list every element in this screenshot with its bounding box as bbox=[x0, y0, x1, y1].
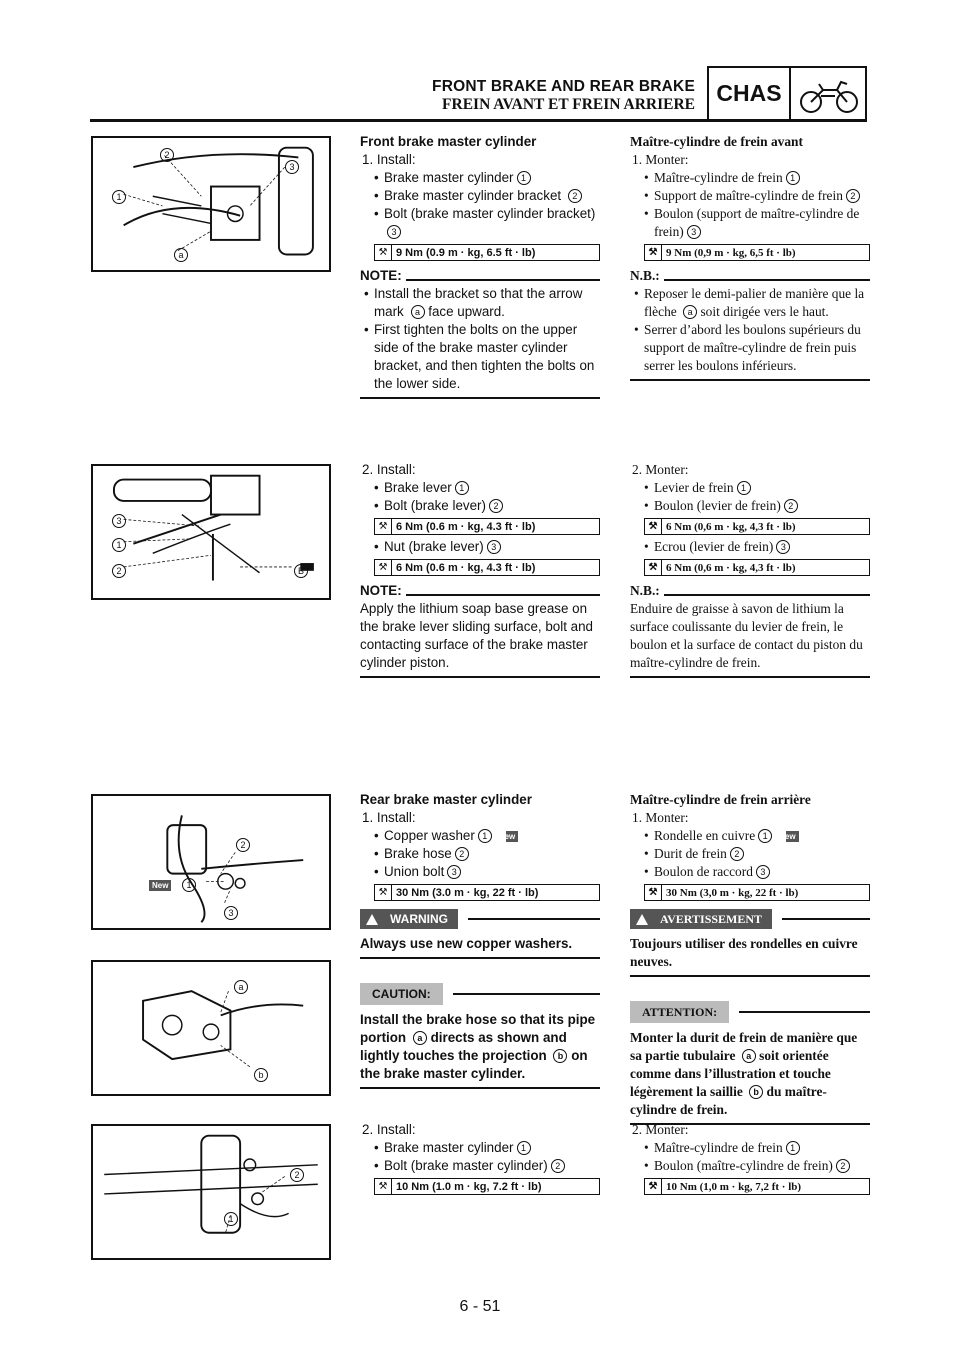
step: 1. Monter: bbox=[632, 152, 689, 167]
note-item: • Reposer le demi-palier de manière que la flèche a soit dirigée vers le haut. bbox=[630, 285, 870, 321]
figure-label: 1 bbox=[112, 538, 126, 552]
step: 1. Monter: bbox=[632, 810, 689, 825]
torque-spec: ⚒ 10 Nm (1,0 m · kg, 7,2 ft · lb) bbox=[644, 1178, 870, 1195]
list-item: • Brake master cylinder 1 bbox=[360, 169, 600, 187]
wrench-icon: ⚒ bbox=[645, 1179, 662, 1194]
caution-text: Monter la durit de frein de manière que sa partie tubulaire a soit orientée comme dans l’illustration et touche légèrement la saillie b du maître-cylindre de frein. bbox=[630, 1030, 858, 1117]
step: 1. Install: bbox=[362, 810, 416, 825]
figure-rear-master-cylinder bbox=[91, 794, 331, 930]
note-header: N.B.: bbox=[630, 582, 870, 600]
step: 2. Install: bbox=[362, 1122, 416, 1137]
caution-header: ATTENTION: bbox=[630, 1001, 870, 1023]
list-item: • Nut (brake lever) 3 bbox=[360, 538, 600, 556]
torque-spec: ⚒ 6 Nm (0,6 m · kg, 4,3 ft · lb) bbox=[644, 559, 870, 576]
header-title-en: FRONT BRAKE AND REAR BRAKE bbox=[432, 78, 695, 95]
figure-label: 2 bbox=[236, 838, 250, 852]
torque-spec: ⚒ 30 Nm (3.0 m · kg, 22 ft · lb) bbox=[374, 884, 600, 901]
step: 1. Install: bbox=[362, 152, 416, 167]
figure-front-master-cylinder bbox=[91, 136, 331, 272]
en-section-master-cylinder-install bbox=[360, 1121, 600, 1198]
figure-master-cylinder-bolt bbox=[91, 1124, 331, 1260]
note-header: NOTE: bbox=[360, 582, 600, 600]
torque-spec: ⚒ 6 Nm (0.6 m · kg, 4.3 ft · lb) bbox=[374, 518, 600, 535]
list-item: • Bolt (brake master cylinder) 2 bbox=[360, 1157, 600, 1175]
en-section-front-master-cylinder bbox=[360, 133, 600, 399]
list-item: • Boulon (maître-cylindre de frein) 2 bbox=[630, 1157, 870, 1175]
wrench-icon: ⚒ bbox=[375, 885, 392, 900]
header-title-fr: FREIN AVANT ET FREIN ARRIERE bbox=[442, 96, 695, 113]
list-item: • Union bolt 3 bbox=[360, 863, 600, 881]
torque-spec: ⚒ 6 Nm (0,6 m · kg, 4,3 ft · lb) bbox=[644, 518, 870, 535]
figure-label: 3 bbox=[112, 514, 126, 528]
torque-spec: ⚒ 9 Nm (0.9 m · kg, 6.5 ft · lb) bbox=[374, 244, 600, 261]
note-text: Enduire de graisse à savon de lithium la surface coulissante du levier de frein, le boulon et la surface de contact du piston du maître-cylindre de frein. bbox=[630, 601, 863, 670]
list-item: • Durit de frein 2 bbox=[630, 845, 870, 863]
note-item: • Serrer d’abord les boulons supérieurs du support de maître-cylindre de frein puis serrer les boulons inférieurs. bbox=[630, 321, 870, 375]
wrench-icon: ⚒ bbox=[375, 245, 392, 260]
note-header: NOTE: bbox=[360, 267, 600, 285]
warning-icon bbox=[366, 914, 378, 925]
figure-brake-lever bbox=[91, 464, 331, 600]
warning-header: AVERTISSEMENT bbox=[630, 909, 870, 929]
list-item: • Brake master cylinder bracket 2 bbox=[360, 187, 600, 205]
figure-label: 2 bbox=[160, 148, 174, 162]
warning-text: Toujours utiliser des rondelles en cuivre neuves. bbox=[630, 936, 858, 969]
note-text: Apply the lithium soap base grease on the brake lever sliding surface, bolt and contacting surface of the brake master cylinder piston. bbox=[360, 601, 593, 670]
list-item: • Levier de frein 1 bbox=[630, 479, 870, 497]
step: 2. Monter: bbox=[632, 462, 689, 477]
torque-spec: ⚒ 30 Nm (3,0 m · kg, 22 ft · lb) bbox=[644, 884, 870, 901]
wrench-icon: ⚒ bbox=[375, 560, 392, 575]
wrench-icon: ⚒ bbox=[645, 560, 662, 575]
section-title: Maître-cylindre de frein avant bbox=[630, 134, 803, 149]
en-section-rear-master-cylinder bbox=[360, 791, 600, 1089]
list-item: • Maître-cylindre de frein 1 bbox=[630, 169, 870, 187]
list-item: • Bolt (brake lever) 2 bbox=[360, 497, 600, 515]
wrench-icon: ⚒ bbox=[645, 245, 662, 260]
figure-brake-hose bbox=[91, 960, 331, 1096]
fr-section-master-cylinder-install bbox=[630, 1121, 870, 1198]
list-item: • Boulon (levier de frein) 2 bbox=[630, 497, 870, 515]
list-item: • Brake master cylinder 1 bbox=[360, 1139, 600, 1157]
figure-label: b bbox=[254, 1068, 268, 1082]
figure-label: 3 bbox=[224, 906, 238, 920]
warning-header: WARNING bbox=[360, 909, 600, 929]
page-number: 6 - 51 bbox=[459, 1298, 501, 1315]
list-item: • Ecrou (levier de frein) 3 bbox=[630, 538, 870, 556]
new-badge: New bbox=[506, 831, 518, 842]
step: 2. Monter: bbox=[632, 1122, 689, 1137]
new-badge: New bbox=[149, 880, 171, 891]
caution-header: CAUTION: bbox=[360, 983, 600, 1005]
figure-label: a bbox=[234, 980, 248, 994]
warning-text: Always use new copper washers. bbox=[360, 936, 573, 951]
list-item: • Brake hose 2 bbox=[360, 845, 600, 863]
note-item: • First tighten the bolts on the upper side of the brake master cylinder bracket, and then tighten the bolts on the lower side. bbox=[360, 321, 600, 393]
new-badge: New bbox=[786, 831, 798, 842]
list-item: • Copper washer 1 New bbox=[360, 827, 600, 845]
figure-label: 1 bbox=[112, 190, 126, 204]
torque-spec: ⚒ 6 Nm (0.6 m · kg, 4.3 ft · lb) bbox=[374, 559, 600, 576]
section-title: Rear brake master cylinder bbox=[360, 792, 532, 807]
list-item: • Brake lever 1 bbox=[360, 479, 600, 497]
en-section-brake-lever bbox=[360, 461, 600, 678]
wrench-icon: ⚒ bbox=[645, 519, 662, 534]
torque-spec: ⚒ 9 Nm (0,9 m · kg, 6,5 ft · lb) bbox=[644, 244, 870, 261]
wrench-icon: ⚒ bbox=[375, 1179, 392, 1194]
wrench-icon: ⚒ bbox=[375, 519, 392, 534]
list-item: • Boulon (support de maître-cylindre de frein) 3 bbox=[630, 205, 870, 241]
warning-icon bbox=[636, 914, 648, 925]
step: 2. Install: bbox=[362, 462, 416, 477]
note-header: N.B.: bbox=[630, 267, 870, 285]
figure-label: 2 bbox=[290, 1168, 304, 1182]
figure-label: a bbox=[174, 248, 188, 262]
section-title: Front brake master cylinder bbox=[360, 134, 537, 149]
figure-label: 1 bbox=[224, 1212, 238, 1226]
figure-label: B bbox=[294, 564, 308, 578]
wrench-icon: ⚒ bbox=[645, 885, 662, 900]
caution-text: Install the brake hose so that its pipe portion a directs as shown and lightly touches the projection b on the brake master cylinder. bbox=[360, 1012, 596, 1081]
figure-label: 2 bbox=[112, 564, 126, 578]
motorcycle-icon bbox=[791, 66, 867, 121]
section-title: Maître-cylindre de frein arrière bbox=[630, 792, 811, 807]
fr-section-brake-lever bbox=[630, 461, 870, 678]
list-item: • Support de maître-cylindre de frein 2 bbox=[630, 187, 870, 205]
torque-spec: ⚒ 10 Nm (1.0 m · kg, 7.2 ft · lb) bbox=[374, 1178, 600, 1195]
header-rule bbox=[90, 119, 867, 122]
figure-label: 3 bbox=[285, 160, 299, 174]
list-item: • Bolt (brake master cylinder bracket)3 bbox=[360, 205, 600, 241]
list-item: • Maître-cylindre de frein 1 bbox=[630, 1139, 870, 1157]
list-item: • Boulon de raccord 3 bbox=[630, 863, 870, 881]
note-item: • Install the bracket so that the arrow mark a face upward. bbox=[360, 285, 600, 321]
fr-section-rear-master-cylinder bbox=[630, 791, 870, 1125]
chapter-label: CHAS bbox=[707, 66, 791, 121]
list-item: • Rondelle en cuivre 1 New bbox=[630, 827, 870, 845]
fr-section-front-master-cylinder bbox=[630, 133, 870, 381]
figure-label: 1 bbox=[182, 878, 196, 892]
